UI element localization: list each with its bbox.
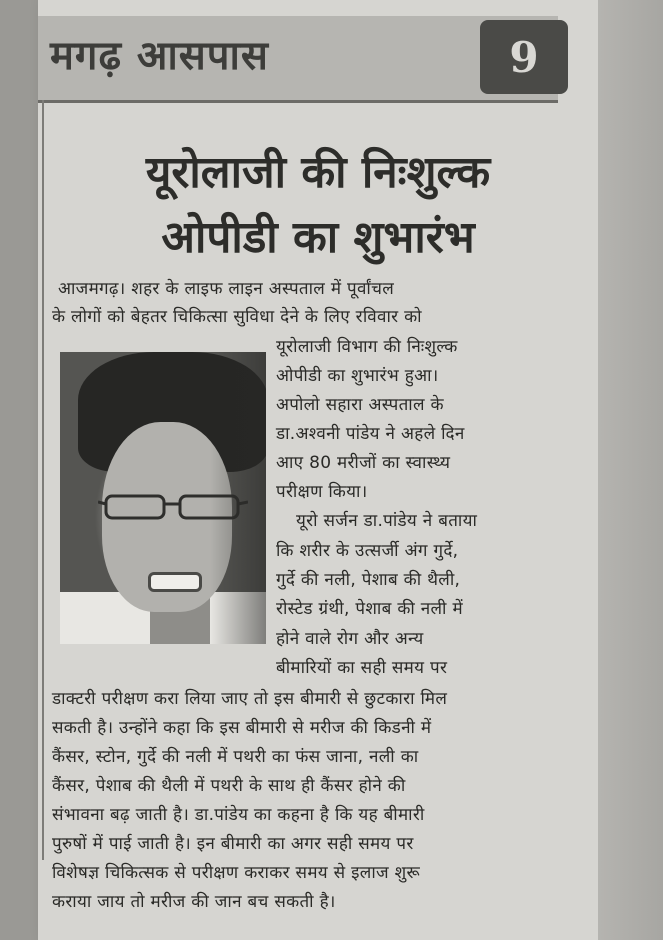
column-rule [42,100,44,860]
article-line: पुरुषों में पाई जाती है। इन बीमारी का अगर सही समय पर [52,834,414,854]
background-surface [598,0,663,940]
portrait-photo [60,352,266,644]
article-line: बीमारियों का सही समय पर [276,658,448,678]
article-line: डाक्टरी परीक्षण करा लिया जाए तो इस बीमारी से छुटकारा मिल [52,689,448,709]
article-line: आए 80 मरीजों का स्वास्थ्य [276,453,451,473]
article-line: कैंसर, स्टोन, गुर्दे की नली में पथरी का फंस जाना, नली का [52,747,419,767]
article-line: डा.अश्वनी पांडेय ने अहले दिन [276,424,465,444]
article-line: कराया जाय तो मरीज की जान बच सकती है। [52,892,336,912]
photo-mouth [148,572,202,592]
headline-line-2: ओपीडी का शुभारंभ [161,212,475,263]
article-line: रोस्टेड ग्रंथी, पेशाब की नली में [276,599,463,619]
article-line: गुर्दे की नली, पेशाब की थैली, [276,570,461,590]
page-number-badge: 9 [480,20,568,94]
article-line: होने वाले रोग और अन्य [276,629,424,649]
article-line: संभावना बढ़ जाती है। डा.पांडेय का कहना है कि यह बीमारी [52,805,425,825]
article-line: आजमगढ़। शहर के लाइफ लाइन अस्पताल में पूर्वांचल [58,279,395,299]
article-line: परीक्षण किया। [276,482,368,502]
article-line: के लोगों को बेहतर चिकित्सा सुविधा देने के लिए रविवार को [52,307,422,327]
article-line: सकती है। उन्होंने कहा कि इस बीमारी से मरीज की किडनी में [52,718,432,738]
article-line: विशेषज्ञ चिकित्सक से परीक्षण कराकर समय से इलाज शुरू [52,863,421,883]
article-line: कैंसर, पेशाब की थैली में पथरी के साथ ही कैंसर होने की [52,776,406,796]
header-divider [38,100,558,103]
article-line: यूरो सर्जन डा.पांडेय ने बताया [296,511,478,531]
article-line: यूरोलाजी विभाग की निःशुल्क [276,337,458,357]
article-line: अपोलो सहारा अस्पताल के [276,395,444,415]
article-line: ओपीडी का शुभारंभ हुआ। [276,366,439,386]
article-line: कि शरीर के उत्सर्जी अंग गुर्दे, [276,541,459,561]
photo-shade [210,352,266,644]
headline-line-1: यूरोलाजी की निःशुल्क [145,147,491,198]
newspaper-clipping [38,0,598,940]
section-title: मगढ़ आसपास [50,33,269,79]
